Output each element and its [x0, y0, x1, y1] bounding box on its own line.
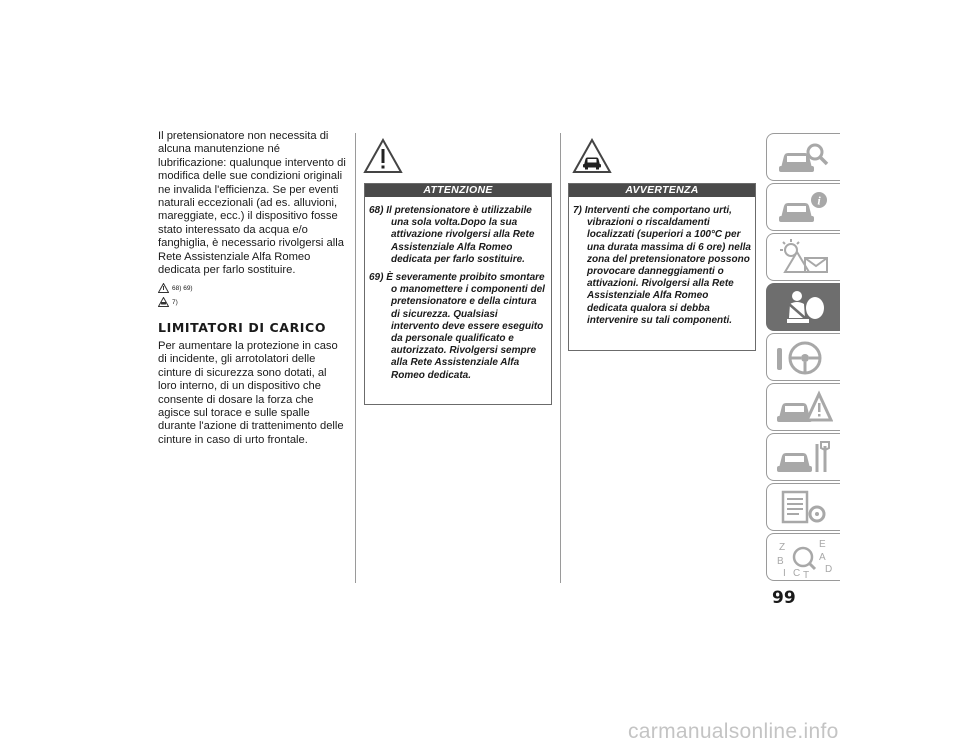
list-item: 7) Interventi che comportano urti, vibrazioni o riscaldamenti localizzati (superiori a 100°C per una durata massima di 6 ore) nella zona del pretensionatore possono provocare danneggiamenti o attivazioni. Rivolgersi alla Rete Assistenziale Alfa Romeo dedicata qualora si debba intervenire su tali componenti.: [573, 205, 751, 326]
column-divider: [355, 133, 356, 583]
watermark: carmanualsonline.info: [628, 720, 839, 743]
technical-data-icon: [775, 488, 833, 528]
index-letter: A: [819, 552, 826, 563]
avvertenza-title: AVVERTENZA: [569, 184, 755, 197]
warning-triangle-icon: [158, 283, 169, 293]
car-info-icon: [775, 188, 833, 228]
tab-maintenance[interactable]: [766, 433, 840, 481]
index-letter: I: [783, 568, 786, 578]
svg-text:i: i: [817, 193, 821, 208]
index-letter: E: [819, 539, 826, 550]
car-search-icon: [775, 138, 833, 178]
index-letters-icon: [775, 538, 833, 578]
index-letter: B: [777, 556, 784, 567]
attenzione-title: ATTENZIONE: [365, 184, 551, 197]
avvertenza-list: [569, 197, 755, 327]
attenzione-box: [364, 183, 552, 405]
car-warning-triangle-icon: [158, 297, 169, 307]
reference-attenzione: [158, 283, 348, 293]
text-column: [158, 130, 348, 447]
attenzione-list: [365, 197, 551, 382]
tab-car-info[interactable]: [766, 183, 840, 231]
tab-car-search[interactable]: [766, 133, 840, 181]
index-letter: D: [825, 564, 833, 575]
index-letter: Z: [779, 542, 786, 553]
list-item: 69) È severamente proibito smontare o manomettere i componenti del pretensionatore e della cintura di sicurezza. Qualsiasi intervento deve essere eseguito da personale qualificato e autorizzato. Rivolgersi sempre alla Rete Assistenziale Alfa Romeo dedicata.: [369, 272, 545, 381]
airbag-occupant-icon: [775, 288, 833, 328]
steering-wheel-icon: [775, 338, 833, 378]
car-warning-triangle-icon: [775, 388, 833, 428]
index-letter: C: [793, 568, 801, 578]
avvertenza-box: [568, 183, 756, 351]
tab-warning-lights[interactable]: [766, 233, 840, 281]
section-heading: LIMITATORI DI CARICO: [158, 320, 327, 336]
tab-emergency[interactable]: [766, 383, 840, 431]
warning-lights-icon: [775, 238, 833, 278]
list-item: 68) Il pretensionatore è utilizzabile una sola volta.Dopo la sua attivazione rivolgersi alla Rete Assistenziale Alfa Romeo dedicata per farlo sostituire.: [369, 205, 535, 265]
tab-index[interactable]: [766, 533, 840, 581]
tab-technical-data[interactable]: [766, 483, 840, 531]
reference-avvertenza: [158, 297, 348, 307]
tab-safety[interactable]: [766, 283, 840, 331]
car-warning-triangle-icon: [572, 138, 612, 174]
tab-driving[interactable]: [766, 333, 840, 381]
warning-triangle-icon: [363, 138, 403, 174]
index-letter: T: [803, 570, 810, 578]
column-divider: [560, 133, 561, 583]
paragraph-limitatori: Per aumentare la protezione in caso di incidente, gli arrotolatori delle cinture di sicurezza sono dotati, al loro interno, di un dispositivo che consente di dosare la forza che agisce sul torace e sulle spalle durante l'azione di trattenimento delle cinture in caso di urto frontale.: [158, 339, 344, 446]
car-tools-icon: [775, 438, 833, 478]
paragraph-pretensionatore: Il pretensionatore non necessita di alcuna manutenzione né lubrificazione: qualunque intervento di modifica delle sue condizioni originali ne invalida l'efficienza. Se per eventi naturali eccezionali (ad es. alluvioni, mareggiate, ecc.) il dispositivo fosse stato interessato da acqua e/o fanghiglia, è necessario rivolgersi alla Rete Assistenziale Alfa Romeo dedicata per farlo sostituire.: [158, 130, 346, 277]
ref-numbers: 68) 69): [172, 284, 193, 292]
ref-number: 7): [172, 298, 178, 306]
page-number: 99: [772, 588, 796, 608]
